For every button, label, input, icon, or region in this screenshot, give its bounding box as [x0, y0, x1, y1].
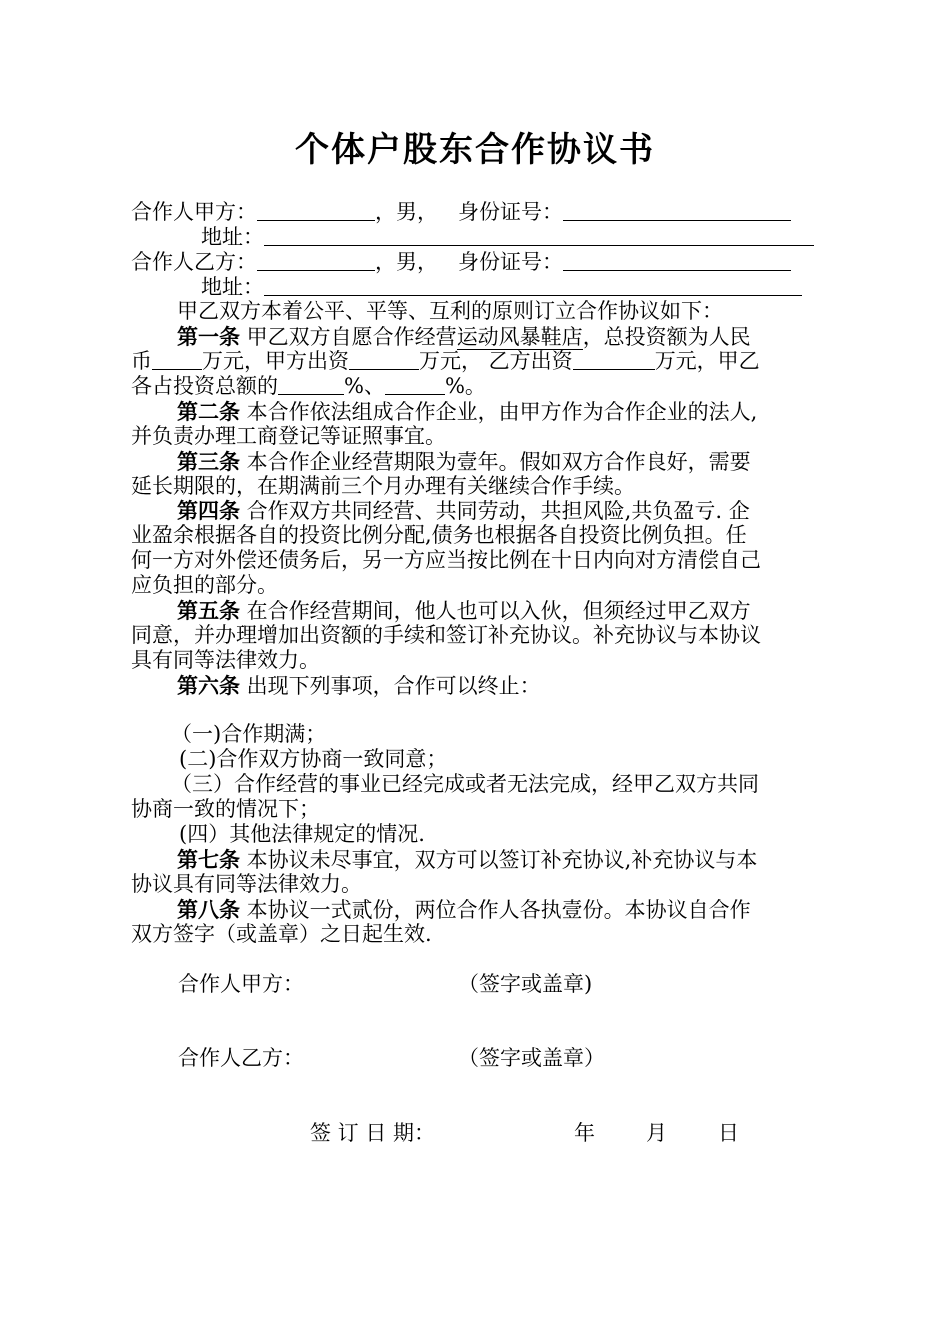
- article-4-line-4: 应负担的部分。: [131, 573, 278, 597]
- signature-party-a-stamp: （签字或盖章): [458, 972, 593, 996]
- article-3-line-1: [131, 449, 897, 475]
- article-1-line-3: [131, 374, 851, 399]
- article-1-heading: 第一条: [177, 324, 240, 349]
- termination-item-3-line-2: 协商一致的情况下；: [131, 797, 320, 821]
- party-b-name-blank: [257, 250, 375, 271]
- article-8-line-1: [131, 897, 897, 923]
- party-a-address-label: 地址：: [201, 225, 264, 249]
- article-1-line-2: [131, 349, 851, 374]
- article-4-line-3: 何一方对外偿还债务后，另一方应当按比例在十日内向对方清偿自己: [131, 548, 761, 572]
- article-1-percent-b: %。: [444, 374, 486, 398]
- signing-date-day: 日: [718, 1121, 739, 1145]
- party-b-address-label: 地址：: [201, 275, 264, 299]
- party-a-line: [131, 200, 851, 225]
- party-b-id-blank: [563, 250, 791, 271]
- intro-text: 甲乙双方本着公平、平等、互利的原则订立合作协议如下：: [177, 299, 723, 323]
- article-2-line-1: [131, 399, 897, 425]
- party-b-investment-blank: [573, 349, 655, 370]
- article-4-heading: 第四条: [177, 498, 240, 523]
- party-b-gender: ，男，: [375, 250, 438, 274]
- document-title: 个体户股东合作协议书: [295, 130, 655, 170]
- party-b-line: [131, 250, 851, 275]
- article-1-share-label: 各占投资总额的: [131, 374, 278, 398]
- signing-date-label: 签 订 日 期：: [310, 1121, 436, 1145]
- article-3-text: 本合作企业经营期限为壹年。假如双方合作良好，需要: [240, 450, 751, 474]
- article-1-party-b-invest-label: 万元， 乙方出资: [419, 349, 573, 373]
- article-1-line-2-end: 万元，甲乙: [654, 349, 760, 373]
- party-b-address-line: [131, 275, 921, 300]
- party-a-gender: ，男，: [375, 200, 438, 224]
- article-5-line-2: 同意，并办理增加出资额的手续和签订补充协议。补充协议与本协议: [131, 623, 761, 647]
- article-3-heading: 第三条: [177, 449, 240, 474]
- article-1-text-b: ，总投资额为人民: [582, 325, 751, 349]
- party-a-id-label: 身份证号：: [458, 200, 564, 224]
- party-b-share-blank: [385, 374, 445, 395]
- article-5-line-3: 具有同等法律效力。: [131, 648, 320, 672]
- party-a-share-blank: [278, 374, 344, 395]
- article-1-line-1: [131, 324, 897, 350]
- article-2-text: 本合作依法组成合作企业，由甲方作为合作企业的法人,: [240, 400, 758, 424]
- signature-party-b-stamp: （签字或盖章）: [458, 1046, 605, 1070]
- party-b-label: 合作人乙方：: [131, 250, 257, 274]
- article-5-text: 在合作经营期间，他人也可以入伙，但须经过甲乙双方: [240, 599, 751, 623]
- party-b-address-blank: [264, 275, 802, 296]
- article-7-heading: 第七条: [177, 847, 240, 872]
- article-5-heading: 第五条: [177, 598, 240, 623]
- article-3-line-2: 延长期限的，在期满前三个月办理有关继续合作手续。: [131, 474, 635, 498]
- termination-item-1: （一)合作期满；: [171, 722, 327, 746]
- party-a-address-blank: [264, 225, 814, 246]
- article-6-line-1: [131, 673, 897, 699]
- article-1-text-a: 甲乙双方自愿合作经营: [240, 325, 457, 349]
- article-1-currency: 币: [131, 349, 152, 373]
- article-8-heading: 第八条: [177, 897, 240, 922]
- party-a-label: 合作人甲方：: [131, 200, 257, 224]
- termination-item-4: (四）其他法律规定的情况.: [179, 822, 425, 846]
- party-a-name-blank: [257, 200, 375, 221]
- article-7-text: 本协议未尽事宜，双方可以签订补充协议,补充协议与本: [240, 848, 758, 872]
- party-b-id-label: 身份证号：: [458, 250, 564, 274]
- article-5-line-1: [131, 598, 897, 624]
- article-4-text: 合作双方共同经营、共同劳动，共担风险,共负盈亏. 企: [240, 499, 750, 523]
- article-2-heading: 第二条: [177, 399, 240, 424]
- store-name: 运动风暴鞋店: [456, 325, 583, 349]
- article-8-text: 本协议一式贰份，两位合作人各执壹份。本协议自合作: [240, 898, 751, 922]
- party-a-id-blank: [563, 200, 791, 221]
- article-4-line-1: [131, 498, 897, 524]
- signature-party-a-label: 合作人甲方：: [178, 972, 304, 996]
- article-1-percent-a: %、: [344, 374, 385, 398]
- article-7-line-1: [131, 847, 897, 873]
- article-6-text: 出现下列事项，合作可以终止：: [240, 674, 541, 698]
- signature-party-b-label: 合作人乙方：: [178, 1046, 304, 1070]
- article-6-heading: 第六条: [177, 673, 240, 698]
- total-investment-blank: [152, 349, 202, 370]
- article-4-line-2: 业盈余根据各自的投资比例分配,债务也根据各自投资比例负担。任: [131, 523, 747, 547]
- article-7-line-2: 协议具有同等法律效力。: [131, 872, 362, 896]
- party-a-investment-blank: [349, 349, 419, 370]
- article-8-line-2: 双方签字（或盖章）之日起生效.: [131, 922, 432, 946]
- party-a-address-line: [131, 225, 921, 250]
- signing-date-month: 月: [646, 1121, 667, 1145]
- article-1-party-a-invest-label: 万元，甲方出资: [202, 349, 349, 373]
- termination-item-3-line-1: （三）合作经营的事业已经完成或者无法完成，经甲乙双方共同: [171, 772, 759, 796]
- termination-item-2: (二)合作双方协商一致同意；: [179, 747, 448, 771]
- signing-date-year: 年: [574, 1121, 595, 1145]
- article-2-line-2: 并负责办理工商登记等证照事宜。: [131, 424, 446, 448]
